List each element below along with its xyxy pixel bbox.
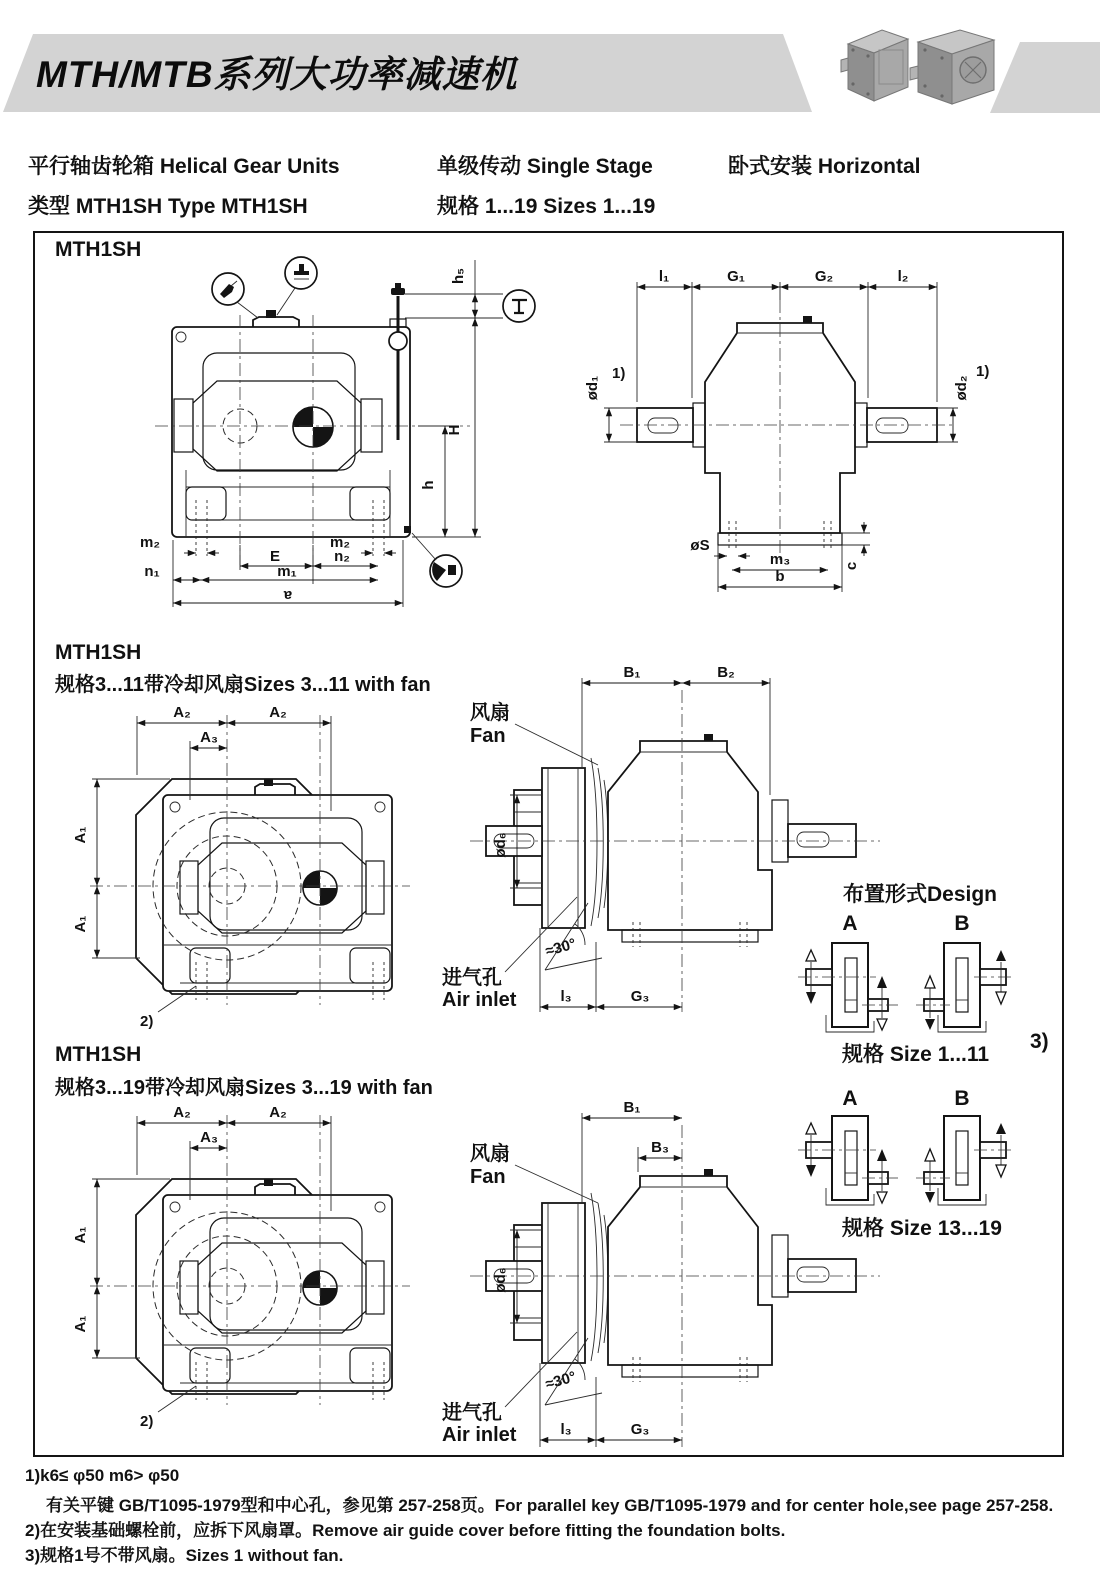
dim-A1-top-label: A₁ (72, 1226, 89, 1244)
gear-housing (608, 741, 772, 930)
dim-angle-label: ≈30° (543, 935, 578, 961)
dim-A2-right-label: A₂ (269, 704, 287, 721)
fan-blades (591, 758, 608, 926)
dim-angle-label: ≈30° (543, 1368, 578, 1394)
design-size-range-small: 规格 Size 1...11 (842, 1043, 990, 1066)
dipstick-icon (503, 290, 535, 322)
ref-note3: 3) (1030, 1030, 1049, 1053)
dim-c-label: c (843, 561, 860, 571)
dim-n1-label: n₁ (144, 563, 160, 580)
dim-l1-label: l₁ (658, 268, 670, 285)
dim-G3-label: G₃ (630, 988, 650, 1005)
ref-note2: 2) (140, 1013, 154, 1030)
breather-plug-icon (285, 257, 317, 289)
dim-A1-bottom-label: A₁ (72, 915, 89, 933)
design-title: 布置形式Design (843, 883, 998, 906)
air-inlet-label-zh: 进气孔 (442, 1402, 502, 1424)
footnote-3: 2)在安装基础螺栓前，应拆下风扇罩。Remove air guide cover before fitting the foundation bolts. (25, 1521, 786, 1540)
dim-S-label: øS (690, 537, 710, 554)
fan-label-en: Fan (470, 725, 506, 747)
dim-d6-label: ød₆ (492, 832, 509, 858)
design-b-diagram (916, 943, 1012, 1032)
design-block-sizes-1-11 (798, 882, 1049, 1066)
dim-A1-top-label: A₁ (72, 826, 89, 844)
dim-d6-label: ød₆ (492, 1267, 509, 1293)
dim-G3-label: G₃ (630, 1421, 650, 1438)
design2-b-diagram (916, 1116, 1012, 1205)
intro-horizontal: 卧式安装 Horizontal (728, 155, 921, 178)
section3-model: MTH1SH (55, 1043, 142, 1066)
dim-H-label: H (446, 424, 463, 436)
dim-A2-left-label: A₂ (173, 1104, 191, 1121)
intro-sizes: 规格 1...19 Sizes 1...19 (437, 195, 656, 218)
dim-B1-label: B₁ (623, 664, 641, 681)
dim-B2-label: B₂ (717, 664, 735, 681)
dim-m2-right-label: m₂ (329, 534, 351, 551)
section1-model: MTH1SH (55, 238, 142, 261)
dim-G2-label: G₂ (814, 268, 834, 285)
dim-A1-bottom-label: A₁ (72, 1315, 89, 1333)
design2-variant-a: A (842, 1087, 858, 1110)
intro-type: 类型 MTH1SH Type MTH1SH (28, 195, 308, 218)
air-inlet-label-en: Air inlet (442, 1424, 517, 1446)
design2-variant-b: B (954, 1087, 970, 1110)
dim-B1-label: B₁ (623, 1099, 641, 1116)
breather-knob (266, 310, 276, 318)
design-variant-a: A (842, 912, 858, 935)
footnote-2: 有关平键 GB/T1095-1979型和中心孔，参见第 257-258页。For parallel key GB/T1095-1979 and for center hole,see page 257-258. (46, 1496, 1054, 1515)
front-view-fan-s3-drawing (72, 1104, 410, 1430)
ref-note2: 2) (140, 1413, 154, 1430)
dim-n2-label: n₂ (334, 548, 350, 565)
section3-subtitle: 规格3...19带冷却风扇Sizes 3...19 with fan (55, 1077, 433, 1099)
dim-d1-label: ød₁ (584, 375, 601, 401)
air-inlet-label-zh: 进气孔 (442, 967, 502, 989)
fan-label-zh: 风扇 (470, 1143, 510, 1165)
side-view-drawing (584, 268, 989, 592)
design-a-diagram (798, 943, 898, 1032)
dim-h-label: h (420, 480, 437, 490)
dim-A3-label: A₃ (200, 729, 218, 746)
dim-l3-label: l₃ (560, 988, 572, 1005)
oil-drain-icon (412, 533, 462, 587)
design-variant-b: B (954, 912, 970, 935)
dim-h5-label: h₅ (450, 267, 467, 285)
ref-note1-left: 1) (612, 365, 626, 382)
intro-single-stage: 单级传动 Single Stage (437, 155, 653, 178)
dim-B3-label: B₃ (651, 1139, 669, 1156)
air-inlet-label-en: Air inlet (442, 989, 517, 1011)
intro-gear-units: 平行轴齿轮箱 Helical Gear Units (28, 155, 340, 178)
footnote-1: 1)k6≤ φ50 m6> φ50 (25, 1466, 180, 1485)
front-view-fan-s2-drawing (72, 704, 410, 1030)
section2-model: MTH1SH (55, 641, 142, 664)
design-size-range-large: 规格 Size 13...19 (842, 1217, 1002, 1240)
footnote-4: 3)规格1号不带风扇。Sizes 1 without fan. (25, 1546, 344, 1565)
dim-G1-label: G₁ (727, 268, 745, 285)
dim-m3-label: m₃ (769, 551, 791, 568)
dim-m2-left-label: m₂ (139, 534, 161, 551)
dim-d2-label: ød₂ (953, 375, 970, 401)
oil-fill-icon (212, 273, 244, 305)
design2-a-diagram (798, 1116, 898, 1205)
dim-A2-left-label: A₂ (173, 704, 191, 721)
dim-E-label: E (269, 548, 281, 565)
page-title: MTH/MTB系列大功率减速机 (36, 54, 518, 95)
dim-m1-label: m₁ (277, 563, 297, 580)
dim-a-label: a (283, 587, 293, 604)
dim-b-label: b (775, 568, 785, 585)
fan-label-zh: 风扇 (470, 702, 510, 724)
dim-l2-label: l₂ (897, 268, 909, 285)
design-block-sizes-13-19 (798, 1087, 1012, 1240)
front-view-drawing (140, 257, 535, 607)
dim-l3-label: l₃ (560, 1421, 572, 1438)
section2-subtitle: 规格3...11带冷却风扇Sizes 3...11 with fan (55, 674, 431, 696)
dim-A2-right-label: A₂ (269, 1104, 287, 1121)
fan-label-en: Fan (470, 1166, 506, 1188)
dim-A3-label: A₃ (200, 1129, 218, 1146)
ref-note1-right: 1) (976, 363, 990, 380)
